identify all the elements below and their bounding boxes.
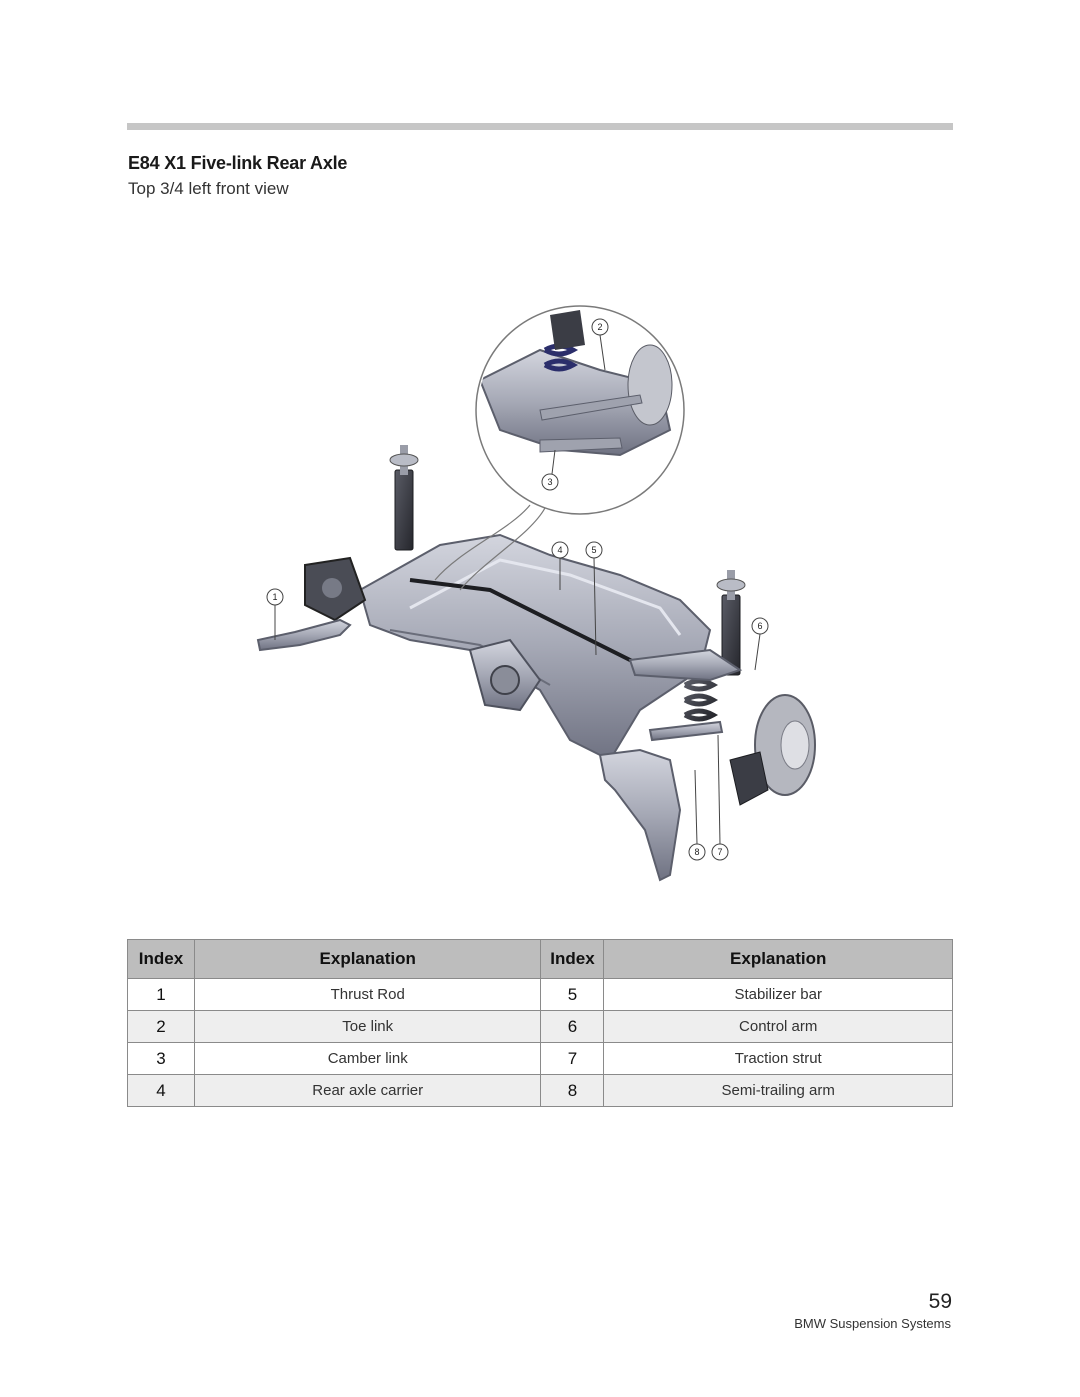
explanation-cell: Rear axle carrier: [194, 1075, 541, 1107]
table-row: [128, 1011, 953, 1043]
index-cell: 2: [128, 1011, 195, 1043]
callout-1: 1: [272, 592, 278, 602]
table-row: [128, 1043, 953, 1075]
header-index-right: Index: [541, 940, 604, 979]
index-cell: 3: [128, 1043, 195, 1075]
index-cell: 1: [128, 979, 195, 1011]
header-explanation-right: Explanation: [604, 940, 953, 979]
explanation-cell: Stabilizer bar: [604, 979, 953, 1011]
right-brake-disc: [730, 695, 815, 805]
table-row: [128, 979, 953, 1011]
callout-5: 5: [591, 545, 597, 555]
index-cell: 4: [128, 1075, 195, 1107]
callout-7: 7: [717, 847, 723, 857]
traction-strut: [650, 722, 722, 740]
semi-trailing-arm: [600, 750, 680, 880]
index-cell: 7: [541, 1043, 604, 1075]
callout-8: 8: [694, 847, 700, 857]
table-header-row: [128, 940, 953, 979]
explanation-cell: Semi-trailing arm: [604, 1075, 953, 1107]
header-index-left: Index: [128, 940, 195, 979]
explanation-cell: Thrust Rod: [194, 979, 541, 1011]
index-cell: 6: [541, 1011, 604, 1043]
callout-4: 4: [557, 545, 563, 555]
explanation-cell: Toe link: [194, 1011, 541, 1043]
callout-3: 3: [547, 477, 553, 487]
table-row: [128, 1075, 953, 1107]
explanation-cell: Traction strut: [604, 1043, 953, 1075]
top-rule: [127, 123, 953, 130]
document-title: BMW Suspension Systems: [794, 1316, 951, 1331]
callout-2: 2: [597, 322, 603, 332]
thrust-rod: [258, 620, 350, 650]
left-shock-absorber: [390, 445, 418, 550]
explanation-cell: Camber link: [194, 1043, 541, 1075]
index-cell: 5: [541, 979, 604, 1011]
index-table: [127, 939, 953, 1107]
header-explanation-left: Explanation: [194, 940, 541, 979]
index-cell: 8: [541, 1075, 604, 1107]
page-subtitle: Top 3/4 left front view: [128, 179, 289, 198]
callout-6: 6: [757, 621, 763, 631]
explanation-cell: Control arm: [604, 1011, 953, 1043]
page-number: 59: [928, 1290, 952, 1313]
page-title: E84 X1 Five-link Rear Axle: [128, 153, 348, 173]
left-wheel-hub: [305, 558, 365, 620]
rear-axle-carrier: [360, 535, 710, 760]
rear-axle-illustration: [240, 290, 840, 890]
